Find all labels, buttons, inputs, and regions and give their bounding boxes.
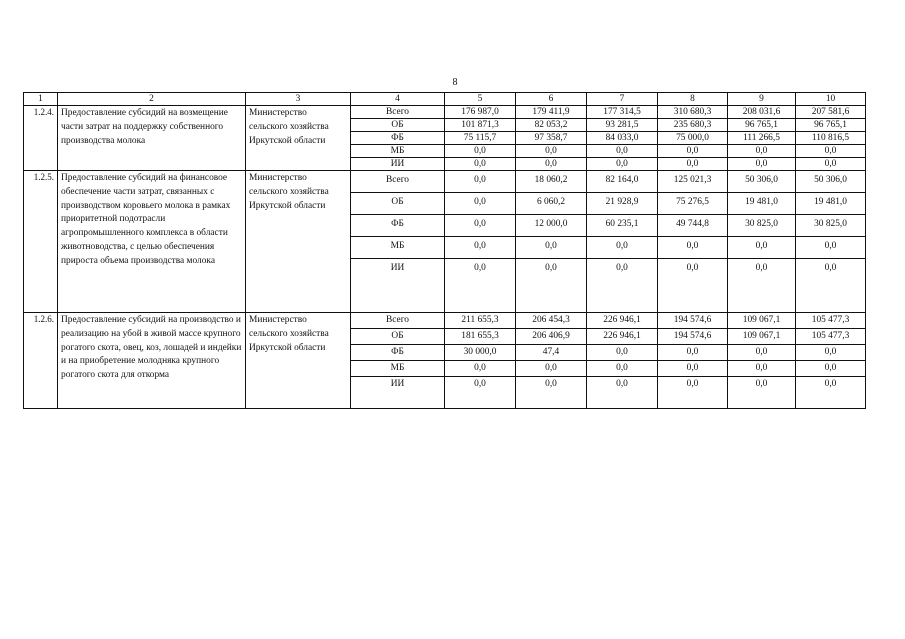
funding-value: 177 314,5 [587, 106, 658, 119]
funding-value: 0,0 [516, 259, 587, 313]
funding-value: 0,0 [728, 361, 796, 377]
funding-value: 0,0 [587, 158, 658, 171]
funding-value: 0,0 [587, 145, 658, 158]
funding-value: 0,0 [796, 345, 866, 361]
funding-value: 179 411,9 [516, 106, 587, 119]
funding-value: 235 680,3 [658, 119, 728, 132]
column-number: 9 [728, 93, 796, 106]
funding-value: 211 655,3 [445, 313, 516, 329]
funding-value: 12 000,0 [516, 215, 587, 237]
funding-value: 75 276,5 [658, 193, 728, 215]
funding-value: 82 164,0 [587, 171, 658, 193]
funding-row [24, 106, 866, 119]
page-number: 8 [452, 77, 458, 88]
funding-value: 84 033,0 [587, 132, 658, 145]
column-number: 8 [658, 93, 728, 106]
funding-value: 0,0 [445, 361, 516, 377]
funding-value: 49 744,8 [658, 215, 728, 237]
funding-value: 82 053,2 [516, 119, 587, 132]
executor: Министерство сельского хозяйства Иркутской области [246, 106, 351, 171]
funding-value: 0,0 [445, 237, 516, 259]
funding-value: 0,0 [728, 145, 796, 158]
column-number: 5 [445, 93, 516, 106]
funding-value: 93 281,5 [587, 119, 658, 132]
funding-value: 0,0 [796, 237, 866, 259]
column-number: 4 [351, 93, 445, 106]
funding-row [24, 313, 866, 329]
funding-value: 0,0 [796, 259, 866, 313]
funding-value: 19 481,0 [728, 193, 796, 215]
funding-value: 0,0 [728, 237, 796, 259]
funding-value: 6 060,2 [516, 193, 587, 215]
column-number: 6 [516, 93, 587, 106]
executor: Министерство сельского хозяйства Иркутской области [246, 171, 351, 313]
column-number: 2 [58, 93, 246, 106]
funding-value: 0,0 [516, 361, 587, 377]
funding-source: ФБ [351, 132, 445, 145]
funding-source: ФБ [351, 345, 445, 361]
funding-source: Всего [351, 313, 445, 329]
funding-value: 18 060,2 [516, 171, 587, 193]
funding-value: 111 266,5 [728, 132, 796, 145]
funding-value: 226 946,1 [587, 313, 658, 329]
funding-source: ОБ [351, 193, 445, 215]
funding-value: 110 816,5 [796, 132, 866, 145]
funding-value: 310 680,3 [658, 106, 728, 119]
funding-value: 0,0 [728, 158, 796, 171]
funding-value: 0,0 [516, 145, 587, 158]
funding-value: 0,0 [658, 145, 728, 158]
funding-value: 206 454,3 [516, 313, 587, 329]
funding-value: 97 358,7 [516, 132, 587, 145]
funding-value: 194 574,6 [658, 313, 728, 329]
funding-value: 30 000,0 [445, 345, 516, 361]
measure-name: Предоставление субсидий на производство и реализацию на убой в живой массе крупного рогатого скота, овец, коз, лошадей и индейки и на приобретение молодняка крупного рогатого скота для откорма [58, 313, 246, 409]
funding-value: 0,0 [658, 237, 728, 259]
measure-code: 1.2.6. [24, 313, 58, 409]
funding-value: 96 765,1 [728, 119, 796, 132]
funding-value: 60 235,1 [587, 215, 658, 237]
funding-value: 105 477,3 [796, 329, 866, 345]
measure-code: 1.2.4. [24, 106, 58, 171]
funding-value: 0,0 [516, 237, 587, 259]
funding-value: 109 067,1 [728, 329, 796, 345]
funding-value: 0,0 [728, 259, 796, 313]
funding-value: 0,0 [796, 158, 866, 171]
funding-source: ИИ [351, 259, 445, 313]
funding-value: 0,0 [728, 345, 796, 361]
funding-value: 0,0 [728, 377, 796, 409]
column-number: 3 [246, 93, 351, 106]
funding-value: 0,0 [658, 158, 728, 171]
funding-value: 105 477,3 [796, 313, 866, 329]
funding-value: 226 946,1 [587, 329, 658, 345]
funding-value: 75 000,0 [658, 132, 728, 145]
funding-source: ОБ [351, 119, 445, 132]
funding-source: МБ [351, 145, 445, 158]
funding-value: 0,0 [445, 145, 516, 158]
column-number: 1 [24, 93, 58, 106]
funding-value: 0,0 [796, 377, 866, 409]
funding-value: 96 765,1 [796, 119, 866, 132]
funding-value: 30 825,0 [796, 215, 866, 237]
funding-value: 207 581,6 [796, 106, 866, 119]
funding-source: ИИ [351, 377, 445, 409]
funding-value: 194 574,6 [658, 329, 728, 345]
funding-value: 0,0 [658, 361, 728, 377]
funding-value: 0,0 [796, 361, 866, 377]
column-number: 10 [796, 93, 866, 106]
funding-value: 0,0 [445, 171, 516, 193]
measure-code: 1.2.5. [24, 171, 58, 313]
budget-table [23, 92, 866, 409]
funding-value: 0,0 [796, 145, 866, 158]
funding-value: 176 987,0 [445, 106, 516, 119]
funding-value: 101 871,3 [445, 119, 516, 132]
funding-row [24, 171, 866, 193]
funding-value: 0,0 [658, 377, 728, 409]
column-number: 7 [587, 93, 658, 106]
funding-source: ФБ [351, 215, 445, 237]
funding-value: 0,0 [445, 158, 516, 171]
funding-value: 0,0 [516, 158, 587, 171]
funding-value: 0,0 [445, 259, 516, 313]
funding-source: МБ [351, 361, 445, 377]
funding-value: 47,4 [516, 345, 587, 361]
funding-value: 0,0 [587, 361, 658, 377]
funding-value: 0,0 [445, 193, 516, 215]
funding-value: 75 115,7 [445, 132, 516, 145]
funding-value: 208 031,6 [728, 106, 796, 119]
funding-source: ИИ [351, 158, 445, 171]
measure-name: Предоставление субсидий на финансовое обеспечение части затрат, связанных с производством коровьего молока в рамках приоритетной подотрасли агропромышленного комплекса в области животноводства, с целью обеспечения прироста объема производства молока [58, 171, 246, 313]
funding-value: 50 306,0 [796, 171, 866, 193]
funding-value: 21 928,9 [587, 193, 658, 215]
funding-source: Всего [351, 171, 445, 193]
funding-value: 0,0 [658, 345, 728, 361]
funding-value: 0,0 [587, 237, 658, 259]
funding-source: ОБ [351, 329, 445, 345]
funding-value: 109 067,1 [728, 313, 796, 329]
funding-value: 125 021,3 [658, 171, 728, 193]
funding-value: 19 481,0 [796, 193, 866, 215]
funding-value: 0,0 [516, 377, 587, 409]
funding-source: МБ [351, 237, 445, 259]
funding-value: 0,0 [445, 215, 516, 237]
funding-value: 0,0 [658, 259, 728, 313]
executor: Министерство сельского хозяйства Иркутской области [246, 313, 351, 409]
funding-value: 30 825,0 [728, 215, 796, 237]
column-number-row [24, 93, 866, 106]
funding-value: 0,0 [587, 377, 658, 409]
funding-source: Всего [351, 106, 445, 119]
funding-value: 181 655,3 [445, 329, 516, 345]
funding-value: 50 306,0 [728, 171, 796, 193]
measure-name: Предоставление субсидий на возмещение части затрат на поддержку собственного производства молока [58, 106, 246, 171]
funding-value: 0,0 [445, 377, 516, 409]
funding-value: 0,0 [587, 345, 658, 361]
funding-value: 206 406,9 [516, 329, 587, 345]
funding-value: 0,0 [587, 259, 658, 313]
